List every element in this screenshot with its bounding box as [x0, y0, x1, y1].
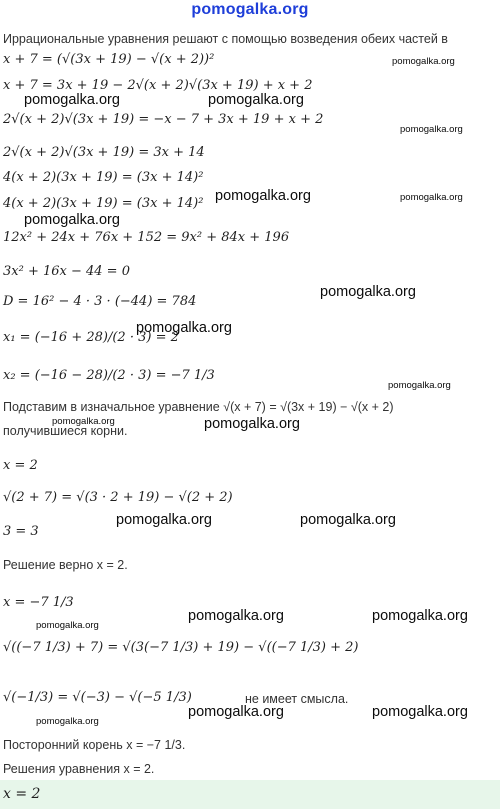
root-x2: x₂ = (−16 − 28)/(2 · 3) = −7 1/3	[3, 368, 215, 383]
watermark: pomogalka.org	[36, 716, 99, 727]
equation-step-2: x + 7 = 3x + 19 − 2√(x + 2)√(3x + 19) + x + 2	[3, 78, 313, 93]
watermark: pomogalka.org	[24, 212, 120, 228]
equation-step-5: 4(x + 2)(3x + 19) = (3x + 14)²	[3, 170, 204, 185]
answer-box	[0, 780, 500, 809]
solutions-text: Решения уравнения x = 2.	[3, 762, 155, 776]
equation-step-3: 2√(x + 2)√(3x + 19) = −x − 7 + 3x + 19 + x + 2	[3, 112, 324, 127]
check1-result: 3 = 3	[3, 524, 39, 539]
watermark: pomogalka.org	[215, 188, 311, 204]
check1-substitution: √(2 + 7) = √(3 · 2 + 19) − √(2 + 2)	[3, 490, 233, 505]
check2-substitution: √((−7 1/3) + 7) = √(3(−7 1/3) + 19) − √((−7 1/3) + 2)	[3, 640, 359, 655]
substitute-text: Подставим в изначальное уравнение √(x + 7) = √(3x + 19) − √(x + 2)	[3, 400, 394, 414]
equation-step-6: 4(x + 2)(3x + 19) = (3x + 14)²	[3, 196, 204, 211]
watermark: pomogalka.org	[300, 512, 396, 528]
watermark: pomogalka.org	[388, 380, 451, 391]
root-x1: x₁ = (−16 + 28)/(2 · 3) = 2	[3, 330, 179, 345]
watermark: pomogalka.org	[372, 608, 468, 624]
watermark: pomogalka.org	[188, 704, 284, 720]
discriminant: D = 16² − 4 · 3 · (−44) = 784	[3, 294, 197, 309]
watermark: pomogalka.org	[204, 416, 300, 432]
watermark: pomogalka.org	[320, 284, 416, 300]
extraneous-root: Посторонний корень x = −7 1/3.	[3, 738, 186, 752]
check2-radicals: √(−1/3) = √(−3) − √(−5 1/3)	[3, 690, 192, 705]
verdict1: Решение верно x = 2.	[3, 558, 128, 572]
intro-text: Иррациональные уравнения решают с помощью возведения обеих частей в	[3, 32, 448, 46]
watermark: pomogalka.org	[136, 320, 232, 336]
watermark: pomogalka.org	[36, 620, 99, 631]
watermark: pomogalka.org	[116, 512, 212, 528]
equation-step-7: 12x² + 24x + 76x + 152 = 9x² + 84x + 196	[3, 230, 290, 245]
watermark: pomogalka.org	[392, 56, 455, 67]
watermark: pomogalka.org	[24, 92, 120, 108]
watermark: pomogalka.org	[400, 124, 463, 135]
equation-step-8: 3x² + 16x − 44 = 0	[3, 264, 130, 279]
watermark: pomogalka.org	[208, 92, 304, 108]
substitute-text-2: получившиеся корни.	[3, 424, 128, 438]
watermark: pomogalka.org	[400, 192, 463, 203]
site-title[interactable]: pomogalka.org	[191, 1, 309, 18]
no-meaning-text: не имеет смысла.	[245, 692, 349, 706]
check2-x: x = −7 1/3	[3, 595, 74, 610]
watermark: pomogalka.org	[52, 416, 115, 427]
watermark: pomogalka.org	[188, 608, 284, 624]
equation-step-1: x + 7 = (√(3x + 19) − √(x + 2))²	[3, 52, 215, 67]
answer: x = 2	[3, 786, 41, 802]
equation-step-4: 2√(x + 2)√(3x + 19) = 3x + 14	[3, 145, 205, 160]
watermark: pomogalka.org	[372, 704, 468, 720]
check1-x: x = 2	[3, 458, 38, 473]
